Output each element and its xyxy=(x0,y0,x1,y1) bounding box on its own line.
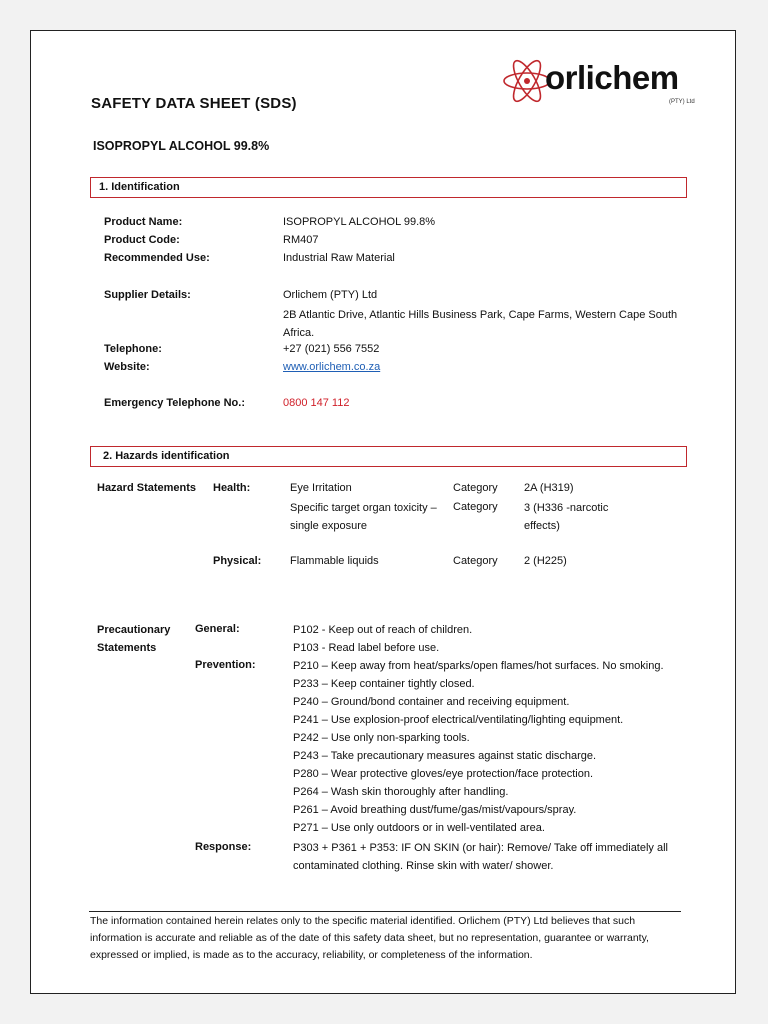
precautionary-label: Precautionary Statements xyxy=(97,624,171,654)
website-link[interactable]: www.orlichem.co.za xyxy=(283,361,381,373)
category-value: 2A (H319) xyxy=(524,482,574,494)
response-p303: P303 + P361 + P353: IF ON SKIN (or hair): Remove/ Take off immediately all contaminated clothing. Rinse skin with water/ shower. xyxy=(293,842,668,872)
hazard-flammable: Flammable liquids xyxy=(290,555,379,567)
general-p103: P103 - Read label before use. xyxy=(293,642,440,654)
physical-label: Physical: xyxy=(213,555,262,567)
prevention-p261: P261 – Avoid breathing dust/fume/gas/mist/vapours/spray. xyxy=(293,804,577,816)
sds-page xyxy=(30,30,736,994)
product-code-value: RM407 xyxy=(283,234,319,246)
telephone-value: +27 (021) 556 7552 xyxy=(283,343,380,355)
website-label: Website: xyxy=(104,361,150,373)
category-value: 3 (H336 -narcotic effects) xyxy=(524,502,609,532)
hazard-stot: Specific target organ toxicity – single exposure xyxy=(290,502,437,532)
general-p102: P102 - Keep out of reach of children. xyxy=(293,624,473,636)
supplier-label: Supplier Details: xyxy=(104,289,191,301)
prevention-p240: P240 – Ground/bond container and receiving equipment. xyxy=(293,696,570,708)
prevention-p243: P243 – Take precautionary measures against static discharge. xyxy=(293,750,597,762)
emergency-label: Emergency Telephone No.: xyxy=(104,397,245,409)
health-label: Health: xyxy=(213,482,251,494)
logo-wordmark: orlichem xyxy=(545,59,679,96)
category-label: Category xyxy=(453,501,498,513)
prevention-p271: P271 – Use only outdoors or in well-ventilated area. xyxy=(293,822,545,834)
recommended-use-value: Industrial Raw Material xyxy=(283,252,395,264)
prevention-p233: P233 – Keep container tightly closed. xyxy=(293,678,475,690)
prevention-p210: P210 – Keep away from heat/sparks/open flames/hot surfaces. No smoking. xyxy=(293,660,664,672)
document-title: SAFETY DATA SHEET (SDS) xyxy=(91,95,297,112)
footer-disclaimer: The information contained herein relates only to the specific material identified. Orlichem (PTY) Ltd believes that such information is accurate and reliable as of the date of this safety data sheet, but no representation, guarantee or warranty, expressed or implied, is made as to the accuracy, reliability, or completeness of the information. xyxy=(90,915,649,961)
hazard-eye-irritation: Eye Irritation xyxy=(290,482,352,494)
category-label: Category xyxy=(453,482,498,494)
prevention-p242: P242 – Use only non-sparking tools. xyxy=(293,732,470,744)
telephone-label: Telephone: xyxy=(104,343,162,355)
product-name-label: Product Name: xyxy=(104,216,183,228)
product-name-value: ISOPROPYL ALCOHOL 99.8% xyxy=(283,216,436,228)
footer-divider xyxy=(89,911,681,912)
category-value: 2 (H225) xyxy=(524,555,567,567)
prevention-p280: P280 – Wear protective gloves/eye protection/face protection. xyxy=(293,768,594,780)
hazard-statements-label: Hazard Statements xyxy=(97,482,197,494)
response-label: Response: xyxy=(195,841,252,853)
general-label: General: xyxy=(195,623,240,635)
orlichem-logo xyxy=(505,53,715,113)
supplier-address: 2B Atlantic Drive, Atlantic Hills Business Park, Cape Farms, Western Cape South Africa. xyxy=(283,309,678,339)
prevention-label: Prevention: xyxy=(195,659,256,671)
product-code-label: Product Code: xyxy=(104,234,180,246)
prevention-p264: P264 – Wash skin thoroughly after handling. xyxy=(293,786,509,798)
section-hazards-header: 2. Hazards identification xyxy=(90,446,687,467)
emergency-phone: 0800 147 112 xyxy=(283,397,350,409)
supplier-name: Orlichem (PTY) Ltd xyxy=(283,289,378,301)
section-identification-header: 1. Identification xyxy=(90,177,687,198)
category-label: Category xyxy=(453,555,498,567)
prevention-p241: P241 – Use explosion-proof electrical/ventilating/lighting equipment. xyxy=(293,714,624,726)
product-heading: ISOPROPYL ALCOHOL 99.8% xyxy=(93,139,270,153)
recommended-use-label: Recommended Use: xyxy=(104,252,210,264)
logo-suffix: (PTY) Ltd xyxy=(669,99,695,105)
